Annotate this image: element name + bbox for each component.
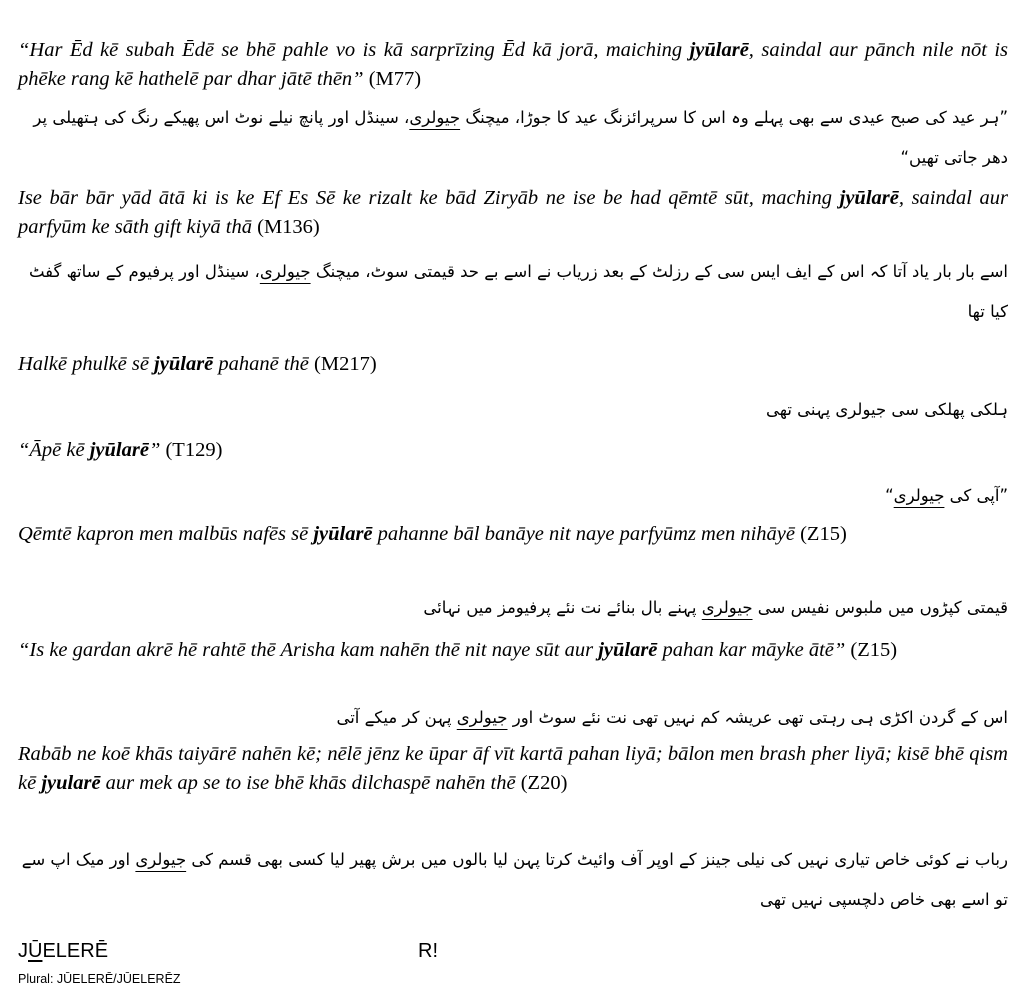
source-ref: (M136): [252, 216, 320, 238]
keyword: jyūlarē: [89, 439, 149, 461]
quote-text: ”: [148, 439, 161, 461]
urdu-line: [18, 252, 1008, 332]
urdu-text: اور میک اپ سے تو اسے بھی خاص دلچسپی نہیں تھی: [21, 850, 1008, 909]
source-ref: (M217): [308, 353, 377, 375]
quote-text: Halkē phulkē sē: [18, 353, 155, 375]
urdu-text: اسے بار بار یاد آتا کہ اس کے ایف ایس سی کے رزلٹ کے بعد زریاب نے اسے بے حد قیمتی سوٹ، میچنگ: [310, 262, 1008, 281]
headword-stress: Ū: [28, 940, 43, 962]
urdu-keyword: جیولری: [701, 598, 753, 617]
headword-part: J: [18, 940, 28, 962]
source-ref: (Z20): [515, 772, 568, 794]
transliteration-line: [18, 36, 1008, 94]
keyword: jyūlarē: [154, 353, 214, 375]
quote-text: “Is ke gardan akrē hē rahtē thē Arisha kam nahēn thē nit naye sūt aur: [18, 639, 599, 661]
transliteration-line: [18, 350, 1008, 379]
urdu-line: [18, 476, 1008, 516]
urdu-text: پہنے بال بنائے نت نئے پرفیومز میں نہائی: [423, 598, 702, 617]
urdu-text: ”ہر عید کی صبح عیدی سے بھی پہلے وہ اس کا سرپرائزنگ عید کا جوڑا، میچنگ: [460, 108, 1008, 127]
urdu-keyword: جیولری: [893, 486, 945, 505]
transliteration-line: [18, 740, 1008, 798]
transliteration-line: [18, 436, 1008, 465]
urdu-line: [18, 98, 1008, 178]
quote-text: Ise bār bār yād ātā ki is ke Ef Es Sē ke rizalt ke bād Ziryāb ne ise be had qēmtē sūt, maching: [18, 187, 840, 209]
source-ref: (Z15): [845, 639, 898, 661]
urdu-text: رباب نے کوئی خاص تیاری نہیں کی نیلی جینز کے اوپر آف وائیٹ کرتا پہن لیا بالوں میں برش پھیر لیا کسی بھی قسم کی: [186, 850, 1008, 869]
transliteration-line: [18, 184, 1008, 242]
urdu-text: پہن کر میکے آتی: [336, 708, 457, 727]
quote-text: pahanē thē: [213, 353, 309, 375]
urdu-text: ”آپی کی: [944, 486, 1008, 505]
quote-text: “Har Ēd kē subah Ēdē se bhē pahle vo is kā sarprīzing Ēd kā jorā, maiching: [18, 39, 690, 61]
urdu-line: [18, 390, 1008, 430]
urdu-text: قیمتی کپڑوں میں ملبوس نفیس سی: [752, 598, 1008, 617]
urdu-keyword: جیولری: [409, 108, 461, 127]
urdu-line: [18, 698, 1008, 738]
urdu-text: ہلکی پھلکی سی جیولری پہنی تھی: [765, 400, 1008, 419]
keyword: jyūlarē: [598, 639, 658, 661]
urdu-keyword: جیولری: [259, 262, 311, 281]
keyword: jyularē: [41, 772, 101, 794]
register-mark: R!: [418, 940, 438, 962]
source-ref: (Z15): [794, 523, 847, 545]
transliteration-line: [18, 636, 1008, 665]
urdu-text: “: [885, 486, 894, 505]
urdu-line: [18, 840, 1008, 920]
quote-text: , saindal aur parfyūm ke sāth gift kiyā thā: [18, 187, 1008, 238]
urdu-keyword: جیولری: [135, 850, 187, 869]
keyword: jyūlarē: [313, 523, 373, 545]
urdu-keyword: جیولری: [456, 708, 508, 727]
quote-text: aur mek ap se to ise bhē khās dilchaspē nahēn thē: [100, 772, 516, 794]
urdu-text: اس کے گردن اکڑی ہی رہتی تھی عریشہ کم نہیں تھی نت نئے سوٹ اور: [507, 708, 1008, 727]
quote-text: , saindal aur pānch nile nōt is phēke rang kē hathelē par dhar jātē thēn”: [18, 39, 1008, 90]
quote-text: Qēmtē kapron men malbūs nafēs sē: [18, 523, 314, 545]
urdu-text: ، سینڈل اور پانچ نیلے نوٹ اس پھیکے رنگ کی ہتھیلی پر دھر جاتی تھیں“: [33, 108, 1008, 167]
headword: [18, 940, 108, 963]
source-ref: (M77): [363, 68, 422, 90]
quote-text: pahanne bāl banāye nit naye parfyūmz men nihāyē: [372, 523, 795, 545]
headword-part: ELERĒ: [42, 940, 109, 962]
urdu-line: [18, 588, 1008, 628]
keyword: jyūlarē: [839, 187, 899, 209]
source-ref: (T129): [160, 439, 223, 461]
quote-text: pahan kar māyke ātē”: [657, 639, 846, 661]
plural-forms: Plural: JŪELERĒ/JŪELERĒZ: [18, 972, 181, 986]
urdu-text: ، سینڈل اور پرفیوم کے ساتھ گفٹ کیا تھا: [28, 262, 1008, 321]
transliteration-line: [18, 520, 1008, 549]
quote-text: “Āpē kē: [18, 439, 90, 461]
quote-text: Rabāb ne koē khās taiyārē nahēn kē; nēlē jēnz ke ūpar āf vīt kartā pahan liyā; bālon men brash pher liyā; kisē bhē qism kē: [18, 743, 1008, 794]
keyword: jyūlarē: [689, 39, 749, 61]
